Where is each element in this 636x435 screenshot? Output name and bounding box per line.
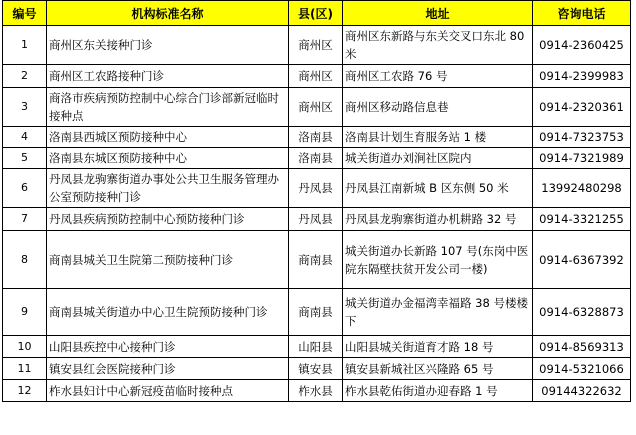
- institution-name: 商州区工农路接种门诊: [47, 65, 289, 88]
- county: 商州区: [289, 88, 343, 127]
- county: 商州区: [289, 65, 343, 88]
- vaccination-site-table-container: [2, 0, 631, 402]
- address: 山阳县城关街道育才路 18 号: [343, 336, 533, 358]
- phone: 0914-2320361: [533, 88, 631, 127]
- row-number: 11: [3, 358, 47, 380]
- row-number: 3: [3, 88, 47, 127]
- vaccination-site-table: [2, 0, 631, 402]
- table-row: [3, 208, 631, 231]
- address: 商州区工农路 76 号: [343, 65, 533, 88]
- institution-name: 丹凤县疾病预防控制中心预防接种门诊: [47, 208, 289, 231]
- institution-name: 洛南县东城区预防接种中心: [47, 148, 289, 169]
- institution-name: 洛南县西城区预防接种中心: [47, 127, 289, 148]
- county: 洛南县: [289, 127, 343, 148]
- phone: 09144322632: [533, 380, 631, 402]
- table-row: [3, 231, 631, 289]
- address: 洛南县计划生育服务站 1 楼: [343, 127, 533, 148]
- table-row: [3, 26, 631, 65]
- address: 城关街道办刘涧社区院内: [343, 148, 533, 169]
- institution-name: 商南县城关卫生院第二预防接种门诊: [47, 231, 289, 289]
- row-number: 5: [3, 148, 47, 169]
- phone: 0914-5321066: [533, 358, 631, 380]
- table-row: [3, 148, 631, 169]
- phone: 13992480298: [533, 169, 631, 208]
- institution-name: 商南县城关街道办中心卫生院预防接种门诊: [47, 289, 289, 336]
- county: 丹凤县: [289, 208, 343, 231]
- county: 柞水县: [289, 380, 343, 402]
- phone: 0914-2399983: [533, 65, 631, 88]
- institution-name: 镇安县红会医院接种门诊: [47, 358, 289, 380]
- county: 镇安县: [289, 358, 343, 380]
- phone: 0914-8569313: [533, 336, 631, 358]
- institution-name: 山阳县疾控中心接种门诊: [47, 336, 289, 358]
- address: 镇安县新城社区兴隆路 65 号: [343, 358, 533, 380]
- county: 山阳县: [289, 336, 343, 358]
- row-number: 9: [3, 289, 47, 336]
- institution-name: 商洛市疾病预防控制中心综合门诊部新冠临时接种点: [47, 88, 289, 127]
- table-header-row: [3, 1, 631, 26]
- address: 城关街道办金福湾幸福路 38 号楼楼下: [343, 289, 533, 336]
- row-number: 1: [3, 26, 47, 65]
- county: 商南县: [289, 289, 343, 336]
- institution-name: 商州区东关接种门诊: [47, 26, 289, 65]
- header-phone: 咨询电话: [533, 1, 631, 26]
- address: 商州区移动路信息巷: [343, 88, 533, 127]
- phone: 0914-6328873: [533, 289, 631, 336]
- county: 洛南县: [289, 148, 343, 169]
- address: 城关街道办长新路 107 号(东岗中医院东隔壁扶贫开发公司一楼): [343, 231, 533, 289]
- phone: 0914-3321255: [533, 208, 631, 231]
- row-number: 10: [3, 336, 47, 358]
- table-row: [3, 336, 631, 358]
- county: 商南县: [289, 231, 343, 289]
- header-number: 编号: [3, 1, 47, 26]
- address: 商州区东新路与东关交叉口东北 80 米: [343, 26, 533, 65]
- header-address: 地址: [343, 1, 533, 26]
- table-row: [3, 358, 631, 380]
- row-number: 6: [3, 169, 47, 208]
- row-number: 7: [3, 208, 47, 231]
- row-number: 4: [3, 127, 47, 148]
- table-row: [3, 289, 631, 336]
- table-row: [3, 88, 631, 127]
- table-row: [3, 169, 631, 208]
- address: 丹凤县龙驹寨街道办机耕路 32 号: [343, 208, 533, 231]
- address: 丹凤县江南新城 B 区东侧 50 米: [343, 169, 533, 208]
- phone: 0914-2360425: [533, 26, 631, 65]
- row-number: 8: [3, 231, 47, 289]
- institution-name: 柞水县妇计中心新冠疫苗临时接种点: [47, 380, 289, 402]
- row-number: 2: [3, 65, 47, 88]
- row-number: 12: [3, 380, 47, 402]
- institution-name: 丹凤县龙驹寨街道办事处公共卫生服务管理办公室预防接种门诊: [47, 169, 289, 208]
- table-row: [3, 65, 631, 88]
- county: 丹凤县: [289, 169, 343, 208]
- phone: 0914-6367392: [533, 231, 631, 289]
- address: 柞水县乾佑街道办迎春路 1 号: [343, 380, 533, 402]
- table-row: [3, 127, 631, 148]
- phone: 0914-7321989: [533, 148, 631, 169]
- header-county: 县(区): [289, 1, 343, 26]
- county: 商州区: [289, 26, 343, 65]
- phone: 0914-7323753: [533, 127, 631, 148]
- header-institution-name: 机构标准名称: [47, 1, 289, 26]
- table-row: [3, 380, 631, 402]
